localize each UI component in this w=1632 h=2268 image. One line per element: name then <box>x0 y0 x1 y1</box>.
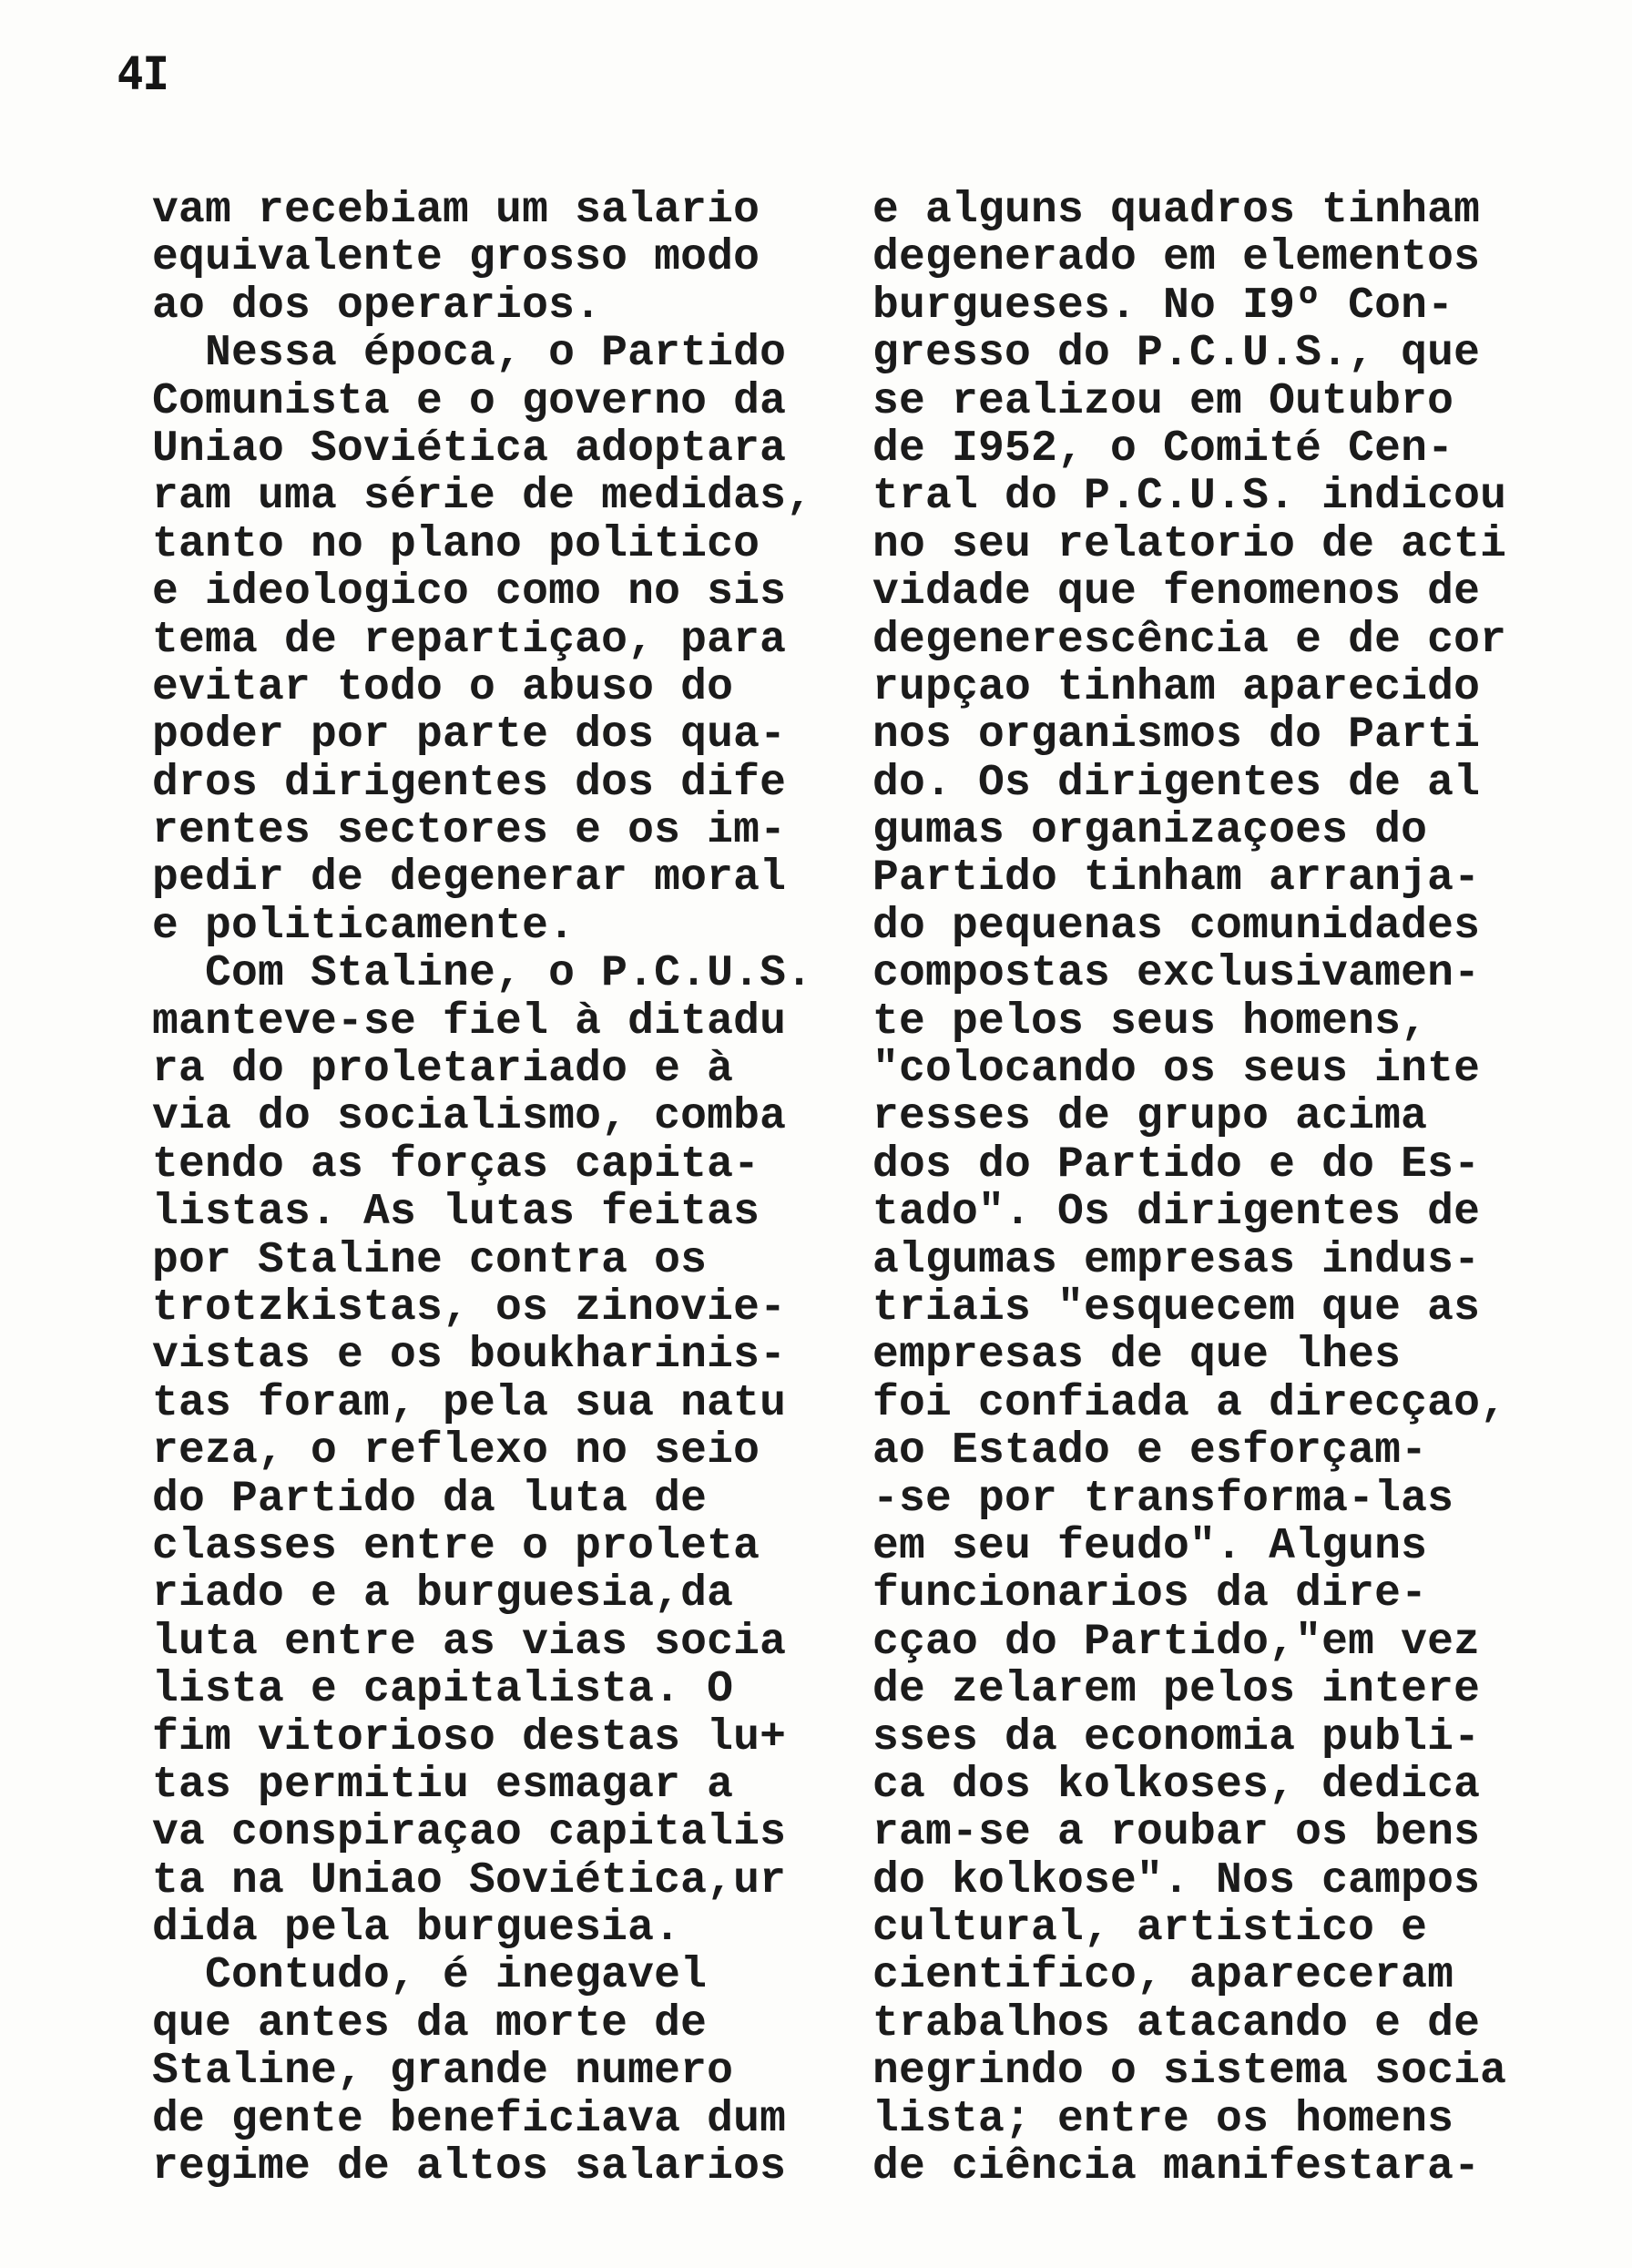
text-line: tanto no plano politico <box>152 519 760 569</box>
text-line: rentes sectores e os im- <box>152 806 787 856</box>
text-line: nos organismos do Parti <box>872 710 1481 761</box>
text-line: degenerescência e de cor <box>872 615 1507 665</box>
text-line: no seu relatorio de acti <box>872 519 1507 569</box>
text-line: vam recebiam um salario <box>152 186 760 235</box>
text-line: fim vitorioso destas lu+ <box>152 1712 787 1762</box>
text-line: lista e capitalista. O <box>152 1665 734 1715</box>
text-line: ao dos operarios. <box>152 281 602 331</box>
left-text-column <box>152 187 812 2191</box>
text-line: de zelarem pelos intere <box>872 1665 1481 1715</box>
text-line: equivalente grosso modo <box>152 233 760 283</box>
text-line: poder por parte dos qua- <box>152 710 787 761</box>
text-line: Comunista e o governo da <box>152 376 787 426</box>
text-line: dos do Partido e do Es- <box>872 1139 1481 1190</box>
text-line: gresso do P.C.U.S., que <box>872 329 1481 379</box>
text-line: rupçao tinham aparecido <box>872 662 1481 712</box>
text-line: Contudo, é inegavel <box>152 1951 708 2001</box>
page-number: 4I <box>117 47 168 100</box>
text-line: se realizou em Outubro <box>872 376 1454 426</box>
text-line: lista; entre os homens <box>872 2094 1454 2144</box>
text-line: Com Staline, o P.C.U.S. <box>152 949 813 999</box>
text-line: compostas exclusivamen- <box>872 949 1481 999</box>
text-line: pedir de degenerar moral <box>152 853 787 904</box>
text-line: reza, o reflexo no seio <box>152 1426 760 1476</box>
text-line: Staline, grande numero <box>152 2047 734 2097</box>
text-line: dros dirigentes dos dife <box>152 758 787 808</box>
text-line: ta na Uniao Soviética,ur <box>152 1855 787 1905</box>
text-line: manteve-se fiel à ditadu <box>152 996 787 1047</box>
text-line: -se por transforma-las <box>872 1474 1454 1524</box>
text-line: ram uma série de medidas, <box>152 472 813 522</box>
text-line: funcionarios da dire- <box>872 1569 1428 1619</box>
text-line: listas. As lutas feitas <box>152 1188 760 1238</box>
text-line: negrindo o sistema socia <box>872 2047 1507 2097</box>
text-line: vistas e os boukharinis- <box>152 1331 787 1381</box>
text-line: do pequenas comunidades <box>872 901 1481 951</box>
text-line: tado". Os dirigentes de <box>872 1188 1481 1238</box>
text-line: cultural, artistico e <box>872 1904 1428 1954</box>
text-line: Partido tinham arranja- <box>872 853 1481 904</box>
text-line: via do socialismo, comba <box>152 1092 787 1142</box>
text-line: tema de repartiçao, para <box>152 615 787 665</box>
text-line: por Staline contra os <box>152 1235 708 1285</box>
text-line: e alguns quadros tinham <box>872 186 1481 235</box>
text-line: Uniao Soviética adoptara <box>152 424 787 474</box>
text-line: te pelos seus homens, <box>872 996 1428 1047</box>
text-line: evitar todo o abuso do <box>152 662 734 712</box>
text-line: tral do P.C.U.S. indicou <box>872 472 1507 522</box>
text-line: Nessa época, o Partido <box>152 329 787 379</box>
text-line: dida pela burguesia. <box>152 1904 681 1954</box>
right-text-column <box>872 187 1506 2191</box>
text-line: ra do proletariado e à <box>152 1045 734 1095</box>
text-line: resses de grupo acima <box>872 1092 1428 1142</box>
text-line: triais "esquecem que as <box>872 1282 1481 1333</box>
text-line: algumas empresas indus- <box>872 1235 1481 1285</box>
text-line: em seu feudo". Alguns <box>872 1521 1428 1571</box>
text-line: foi confiada a direcçao, <box>872 1378 1507 1428</box>
text-line: luta entre as vias socia <box>152 1617 787 1667</box>
text-line: do. Os dirigentes de al <box>872 758 1481 808</box>
text-line: trotzkistas, os zinovie- <box>152 1282 787 1333</box>
text-line: vidade que fenomenos de <box>872 567 1481 618</box>
text-line: tas foram, pela sua natu <box>152 1378 787 1428</box>
text-line: que antes da morte de <box>152 1998 708 2048</box>
text-line: empresas de que lhes <box>872 1331 1402 1381</box>
text-line: e ideologico como no sis <box>152 567 787 618</box>
text-line: burgueses. No I9º Con- <box>872 281 1454 331</box>
text-line: regime de altos salarios <box>152 2142 787 2192</box>
text-line: trabalhos atacando e de <box>872 1998 1481 2048</box>
text-line: cientifico, apareceram <box>872 1951 1454 2001</box>
text-line: do kolkose". Nos campos <box>872 1855 1481 1905</box>
text-line: va conspiraçao capitalis <box>152 1808 787 1858</box>
text-line: gumas organizaçoes do <box>872 806 1428 856</box>
text-line: ram-se a roubar os bens <box>872 1808 1481 1858</box>
text-line: "colocando os seus inte <box>872 1045 1481 1095</box>
text-line: degenerado em elementos <box>872 233 1481 283</box>
text-line: de ciência manifestara- <box>872 2142 1481 2192</box>
text-line: cçao do Partido,"em vez <box>872 1617 1481 1667</box>
text-line: sses da economia publi- <box>872 1712 1481 1762</box>
text-line: ao Estado e esforçam- <box>872 1426 1428 1476</box>
text-line: de gente beneficiava dum <box>152 2094 787 2144</box>
text-line: riado e a burguesia,da <box>152 1569 734 1619</box>
text-line: de I952, o Comité Cen- <box>872 424 1454 474</box>
text-line: ca dos kolkoses, dedica <box>872 1760 1481 1810</box>
text-line: tas permitiu esmagar a <box>152 1760 734 1810</box>
text-line: do Partido da luta de <box>152 1474 708 1524</box>
text-line: e politicamente. <box>152 901 576 951</box>
text-line: tendo as forças capita- <box>152 1139 760 1190</box>
text-line: classes entre o proleta <box>152 1521 760 1571</box>
